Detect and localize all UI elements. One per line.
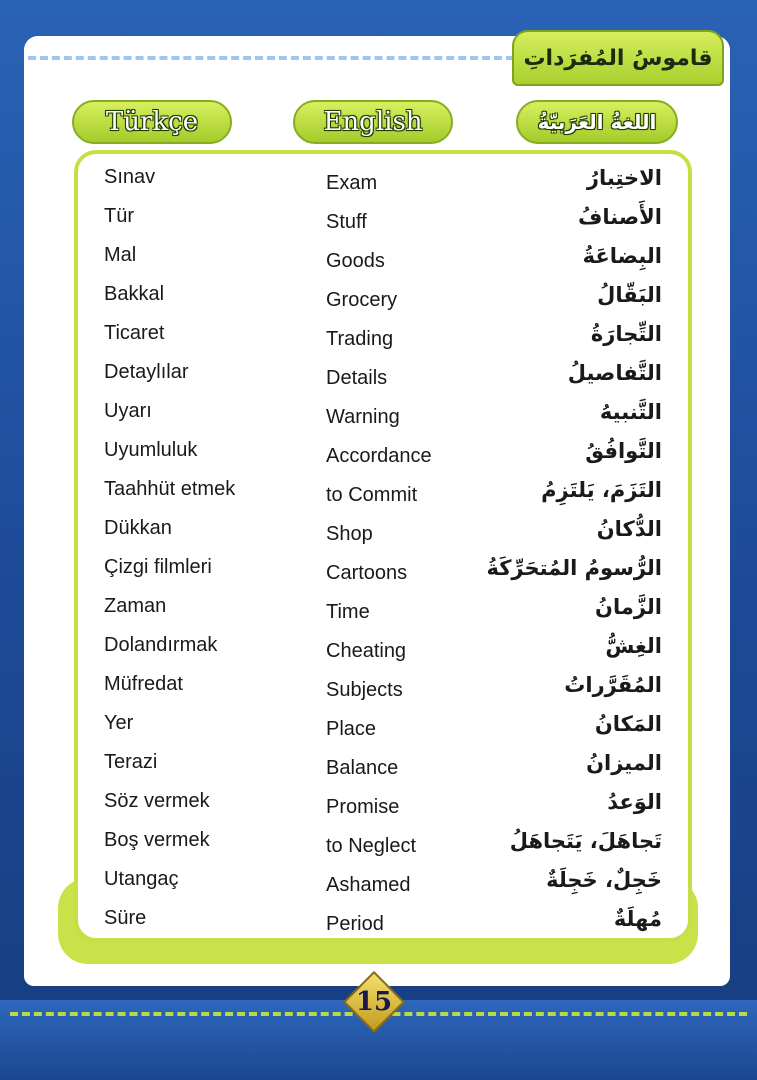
turkish-word: Müfredat [104,673,183,695]
english-word: Shop [326,523,373,545]
turkish-word: Mal [104,244,137,266]
title-tab [512,30,724,86]
turkish-word: Dükkan [104,517,172,539]
english-word: Cheating [326,640,407,662]
english-word: Cartoons [326,562,408,584]
arabic-word: التَزَمَ، يَلتَزِمُ [541,478,662,502]
table-row [78,166,688,205]
arabic-word: المُقَرَّراتُ [564,673,662,697]
english-word: Details [326,367,388,389]
turkish-word: Boş vermek [104,829,210,851]
arabic-word: البِضاعَةُ [582,244,662,268]
arabic-word: المَكانُ [594,712,662,736]
table-row [78,556,688,595]
arabic-word: مُهلَةٌ [613,907,662,931]
english-word: Subjects [326,679,403,701]
header-turkish: Türkçe [72,100,232,144]
english-word: Goods [326,250,385,272]
arabic-word: التَّنبيهُ [599,400,662,424]
turkish-word: Uyarı [104,400,152,422]
turkish-word: Detaylılar [104,361,189,383]
table-row [78,595,688,634]
turkish-word: Süre [104,907,147,929]
table-row [78,244,688,283]
turkish-word: Taahhüt etmek [104,478,236,500]
english-word: Grocery [326,289,398,311]
turkish-word: Ticaret [104,322,165,344]
table-row [78,322,688,361]
arabic-word: البَقّالُ [597,283,662,307]
english-word: Time [326,601,370,623]
arabic-word: الغِشُّ [605,634,662,658]
turkish-word: Söz vermek [104,790,210,812]
turkish-word: Yer [104,712,134,734]
arabic-word: الوَعدُ [607,790,662,814]
page-number-badge [344,975,404,1029]
arabic-word: التِّجارَةُ [590,322,662,346]
header-arabic: اللغةُ العَرَبيّةُ [516,100,678,144]
table-row [78,829,688,868]
english-word: to Neglect [326,835,417,857]
arabic-word: التَّفاصيلُ [567,361,662,385]
english-word: to Commit [326,484,418,506]
english-word: Place [326,718,377,740]
page-title: قاموسُ المُفرَداتِ [523,45,713,71]
arabic-word: الاختِبارُ [586,166,662,190]
english-word: Balance [326,757,399,779]
header-english: English [293,100,453,144]
table-row [78,712,688,751]
arabic-word: الدُّكانُ [596,517,662,541]
english-word: Promise [326,796,400,818]
vocabulary-table [74,150,692,942]
english-word: Trading [326,328,394,350]
arabic-word: التَّوافُقُ [585,439,662,463]
arabic-word: الميزانُ [586,751,662,775]
turkish-word: Terazi [104,751,158,773]
turkish-word: Bakkal [104,283,165,305]
table-row [78,361,688,400]
english-word: Period [326,913,384,935]
arabic-word: الرُّسومُ المُتحَرِّكَةُ [486,556,662,580]
english-word: Ashamed [326,874,411,896]
table-row [78,517,688,556]
turkish-word: Dolandırmak [104,634,218,656]
table-row [78,478,688,517]
table-row [78,439,688,478]
table-row [78,790,688,829]
english-word: Exam [326,172,378,194]
table-row [78,400,688,439]
arabic-word: الأَصنافُ [578,205,662,229]
english-word: Stuff [326,211,367,233]
turkish-word: Zaman [104,595,167,617]
turkish-word: Çizgi filmleri [104,556,212,578]
turkish-word: Utangaç [104,868,179,890]
table-row [78,868,688,907]
arabic-word: تَجاهَلَ، يَتَجاهَلُ [509,829,662,853]
table-row [78,673,688,712]
table-row [78,205,688,244]
arabic-word: الزَّمانُ [595,595,662,619]
table-row [78,634,688,673]
top-dashed-line [28,56,514,60]
page-number: 15 [355,987,393,1017]
turkish-word: Uyumluluk [104,439,198,461]
table-row [78,283,688,322]
english-word: Warning [326,406,400,428]
table-row [78,751,688,790]
english-word: Accordance [326,445,432,467]
table-row [78,907,688,946]
arabic-word: خَجِلٌ، خَجِلَةٌ [546,868,662,892]
turkish-word: Tür [104,205,134,227]
turkish-word: Sınav [104,166,156,188]
